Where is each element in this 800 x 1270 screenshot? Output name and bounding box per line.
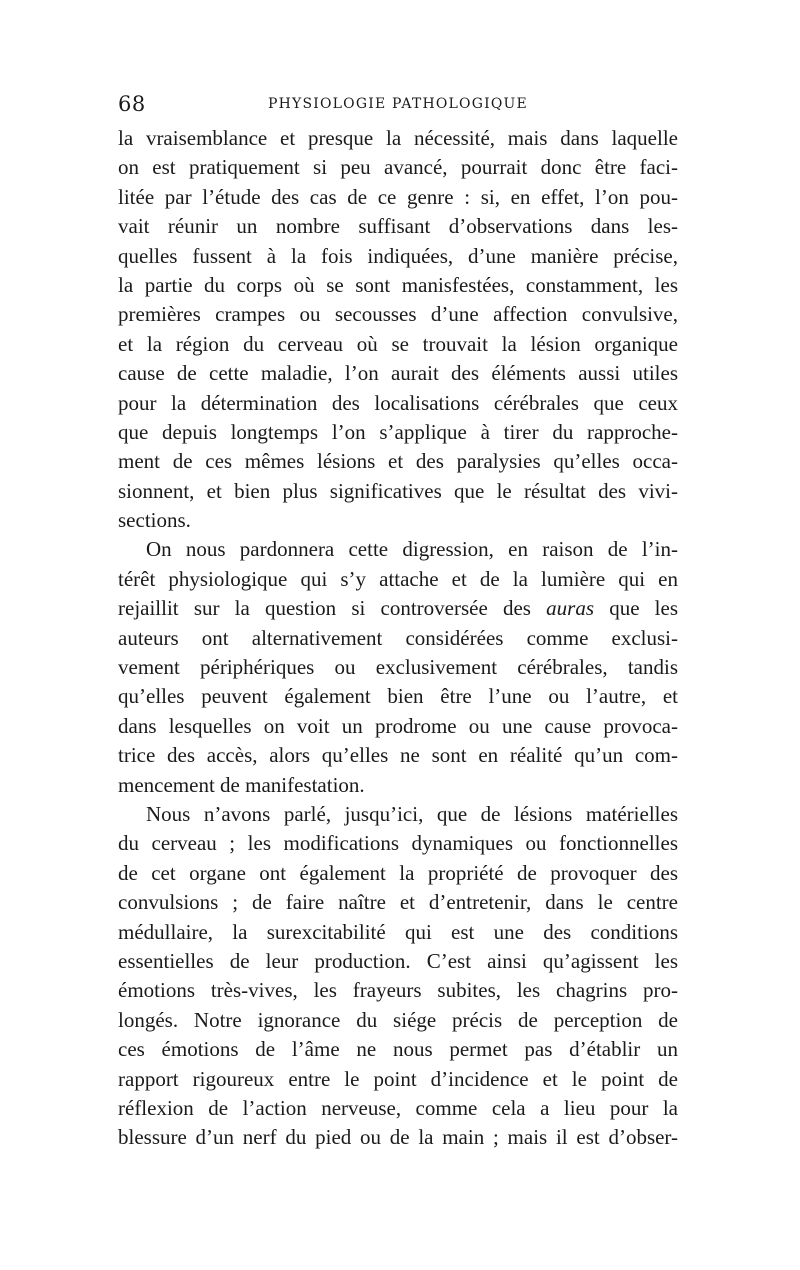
text-line: auteurs ont alternativement considérées comme exclusi- bbox=[118, 625, 678, 650]
text-line: que depuis longtemps l’on s’applique à tirer du rapproche- bbox=[118, 419, 678, 444]
text-line: on est pratiquement si peu avancé, pourrait donc être faci- bbox=[118, 155, 678, 180]
paragraph-3 bbox=[118, 800, 678, 1153]
text-line: vement périphériques ou exclusivement cérébrales, tandis bbox=[118, 655, 678, 680]
text-line: longés. Notre ignorance du siége précis de perception de bbox=[118, 1007, 678, 1032]
text-line: trice des accès, alors qu’elles ne sont en réalité qu’un com- bbox=[118, 743, 678, 768]
text-line bbox=[118, 594, 678, 623]
text-line: sections. bbox=[118, 508, 191, 533]
text-line: térêt physiologique qui s’y attache et de la lumière qui en bbox=[118, 566, 678, 591]
text-line: réflexion de l’action nerveuse, comme cela a lieu pour la bbox=[118, 1095, 678, 1120]
running-head bbox=[118, 92, 678, 122]
text-line: ment de ces mêmes lésions et des paralysies qu’elles occa- bbox=[118, 449, 678, 474]
text-segment: que les bbox=[609, 596, 678, 621]
text-line: On nous pardonnera cette digression, en raison de l’in- bbox=[146, 537, 678, 562]
text-line: Nous n’avons parlé, jusqu’ici, que de lésions matérielles bbox=[146, 801, 678, 826]
text-line: du cerveau ; les modifications dynamiques ou fonctionnelles bbox=[118, 831, 678, 856]
text-line: qu’elles peuvent également bien être l’une ou l’autre, et bbox=[118, 684, 678, 709]
text-line: quelles fussent à la fois indiquées, d’une manière précise, bbox=[118, 243, 678, 268]
text-line: convulsions ; de faire naître et d’entretenir, dans le centre bbox=[118, 890, 678, 915]
paragraph-1 bbox=[118, 124, 678, 535]
text-line: vait réunir un nombre suffisant d’observations dans les- bbox=[118, 214, 678, 239]
text-line: émotions très-vives, les frayeurs subites, les chagrins pro- bbox=[118, 978, 678, 1003]
text-line: dans lesquelles on voit un prodrome ou une cause provoca- bbox=[118, 713, 678, 738]
text-line: mencement de manifestation. bbox=[118, 772, 365, 797]
text-line: blessure d’un nerf du pied ou de la main ; mais il est d’obser- bbox=[118, 1125, 678, 1150]
text-line: premières crampes ou secousses d’une affection convulsive, bbox=[118, 302, 678, 327]
text-line: la partie du corps où se sont manisfestées, constamment, les bbox=[118, 272, 678, 297]
text-line: de cet organe ont également la propriété de provoquer des bbox=[118, 860, 678, 885]
text-line: la vraisemblance et presque la nécessité, mais dans laquelle bbox=[118, 126, 678, 150]
text-segment: rejaillit sur la question si controversée des bbox=[118, 596, 531, 621]
text-line: ces émotions de l’âme ne nous permet pas d’établir un bbox=[118, 1037, 678, 1062]
paragraph-2 bbox=[118, 535, 678, 800]
text-line: cause de cette maladie, l’on aurait des éléments aussi utiles bbox=[118, 361, 678, 386]
running-title: PHYSIOLOGIE PATHOLOGIQUE bbox=[268, 96, 528, 112]
text-line: pour la détermination des localisations cérébrales que ceux bbox=[118, 390, 678, 415]
body-text bbox=[118, 124, 678, 1153]
text-line: essentielles de leur production. C’est ainsi qu’agissent les bbox=[118, 948, 678, 973]
page-number: 68 bbox=[118, 92, 146, 116]
text-line: médullaire, la surexcitabilité qui est une des conditions bbox=[118, 919, 678, 944]
text-line: et la région du cerveau où se trouvait la lésion organique bbox=[118, 331, 678, 356]
text-line: rapport rigoureux entre le point d’incidence et le point de bbox=[118, 1066, 678, 1091]
italic-term: auras bbox=[546, 596, 594, 621]
text-line: litée par l’étude des cas de ce genre : si, en effet, l’on pou- bbox=[118, 184, 678, 209]
text-line: sionnent, et bien plus significatives que le résultat des vivi- bbox=[118, 478, 678, 503]
